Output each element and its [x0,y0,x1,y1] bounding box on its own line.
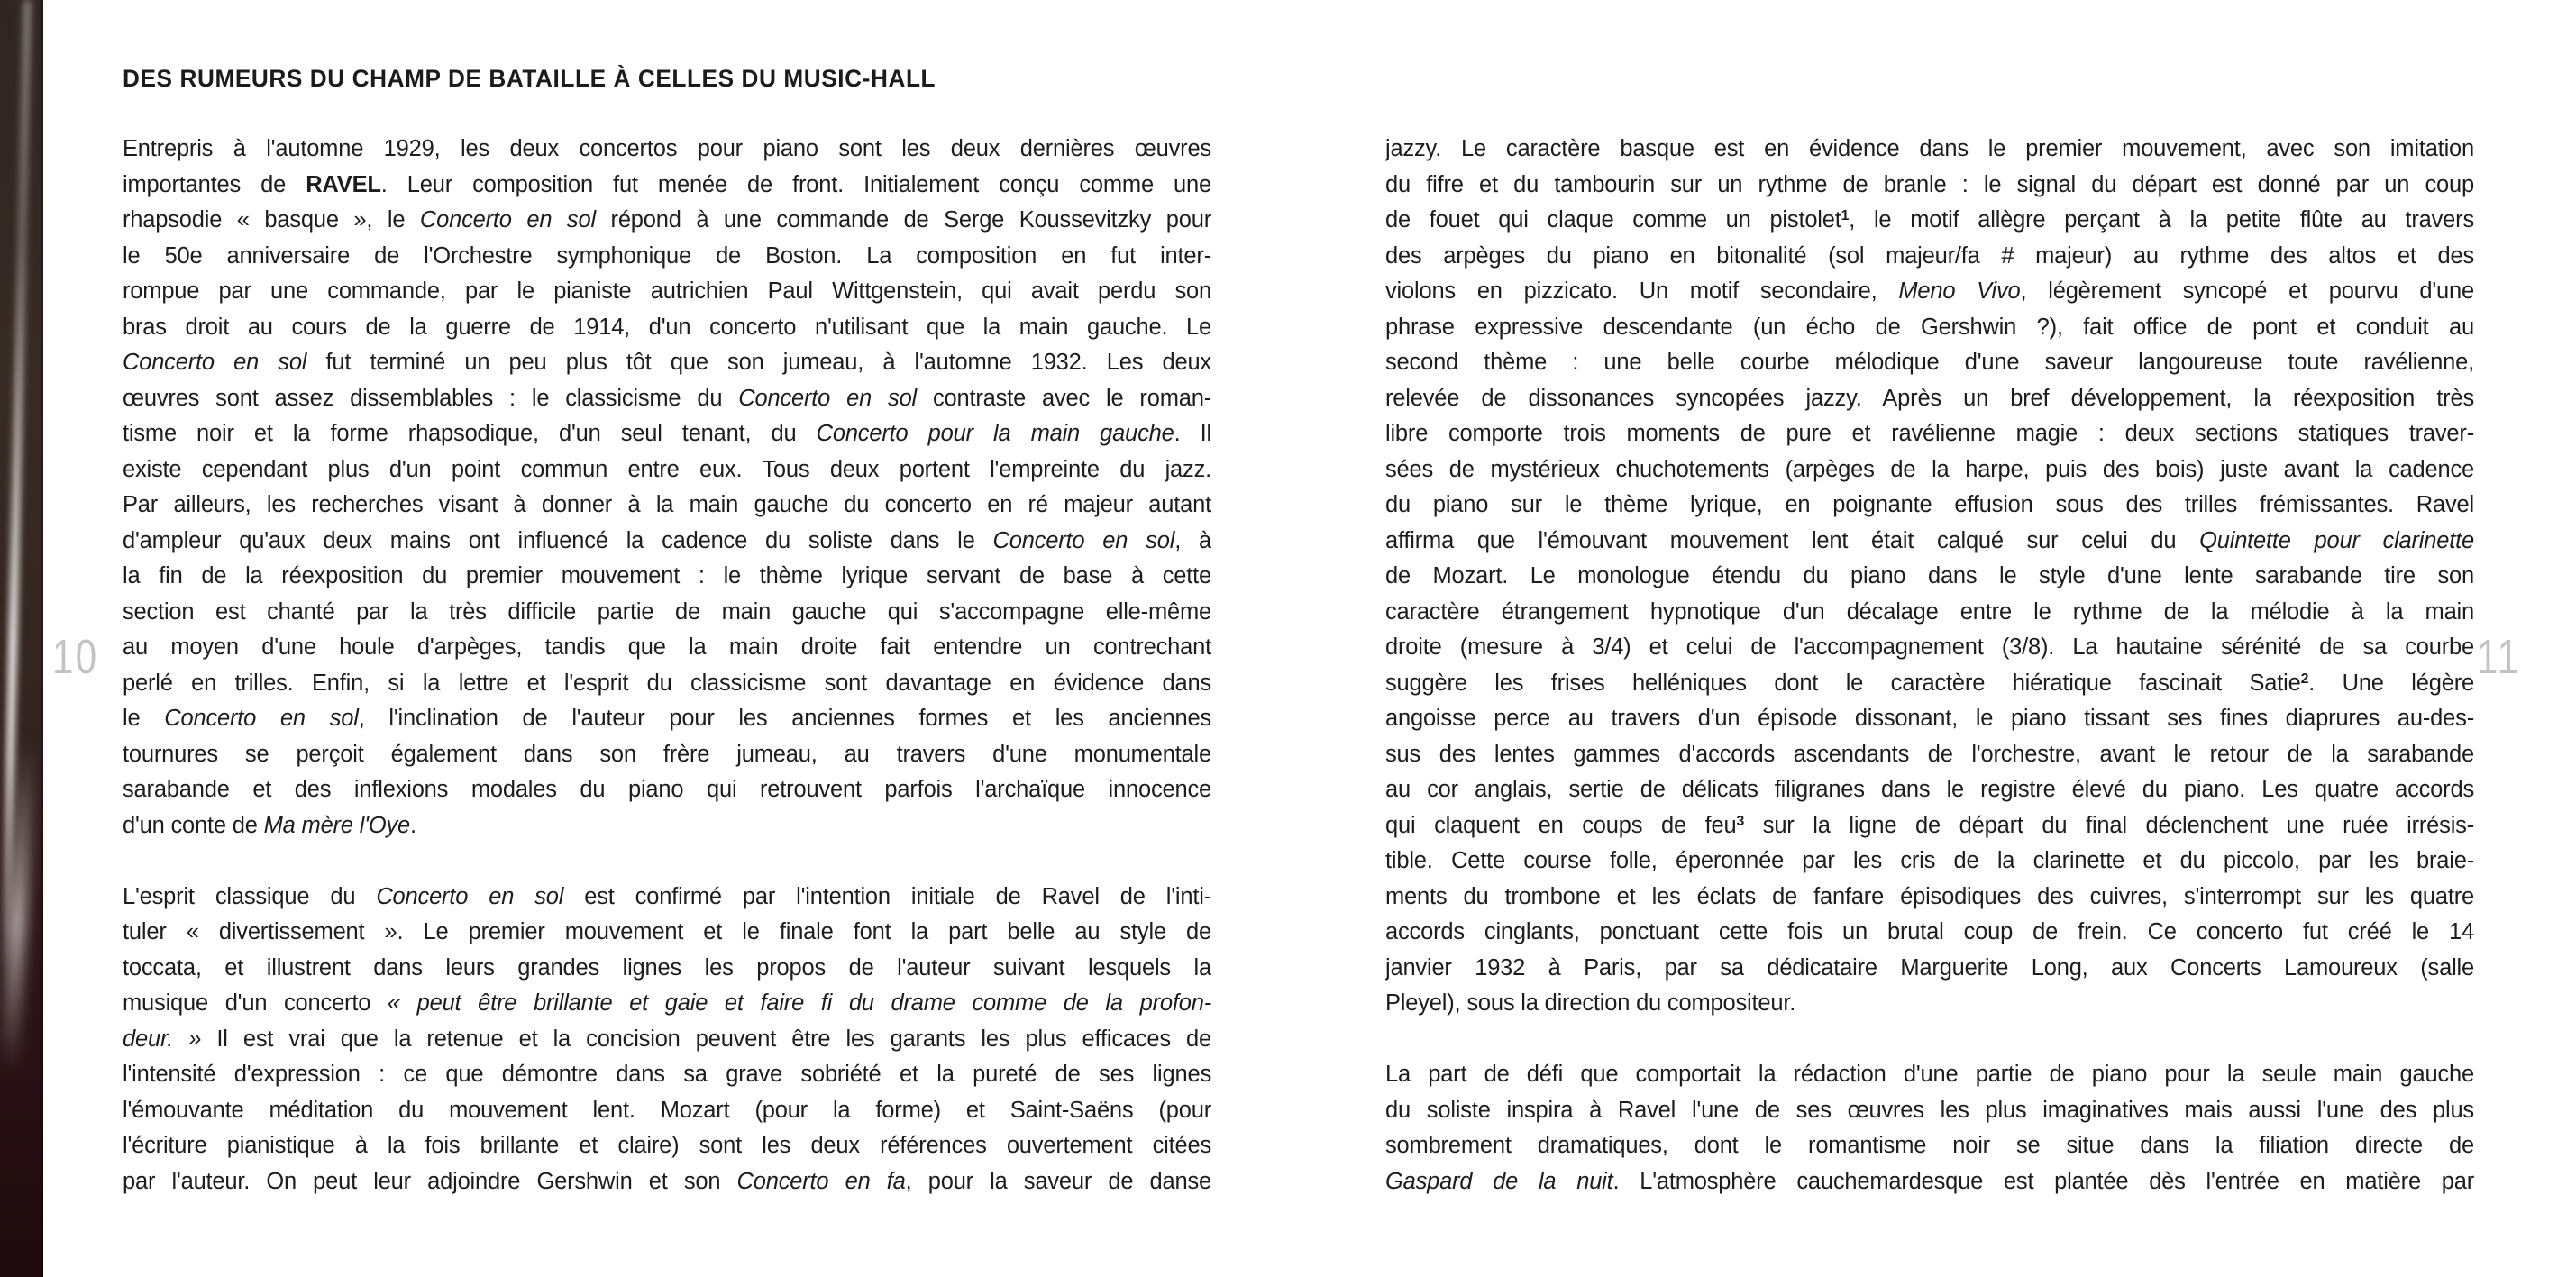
text-segment: contraste avec le roman- [917,385,1211,411]
text-line [1385,772,2474,808]
text-line [123,630,1211,666]
text-segment: Quintette pour clarinette [2199,527,2474,553]
text-segment: sombrement dramatiques, dont le romantisme noir se situe dans la filiation directe de [1385,1133,2474,1158]
text-segment: l'émouvante méditation du mouvement lent. Mozart (pour la forme) et Saint-Saëns (pour [123,1097,1211,1123]
text-segment: au moyen d'une houle d'arpèges, tandis que la main droite fait entendre un contrechant [123,634,1211,660]
text-segment: suggère les frises helléniques dont le caractère hiératique fascinait Satie [1385,670,2301,696]
text-line [1385,274,2474,310]
text-segment: Concerto pour la main gauche [816,421,1174,446]
text-segment: est confirmé par l'intention initiale de Ravel de l'inti- [563,883,1211,909]
text-line [123,1057,1211,1093]
text-segment: de Mozart. Le monologue étendu du piano dans le style d'une lente sarabande tire son [1385,563,2474,588]
text-segment: Concerto en sol [123,350,307,375]
text-line [123,310,1211,346]
text-line [1385,1057,2474,1093]
text-segment: Gaspard de la nuit [1385,1168,1613,1194]
text-line [1385,880,2474,916]
text-segment: tournures se perçoit également dans son frère jumeau, au travers d'une monumentale [123,741,1211,767]
text-segment: la fin de la réexposition du premier mouvement : le thème lyrique servant de base à cette [123,563,1211,588]
text-line [1385,808,2474,844]
text-line [1385,310,2474,346]
text-segment: Entrepris à l'automne 1929, les deux concertos pour piano sont les deux dernières œuvres [123,136,1211,161]
text-line [1385,416,2474,452]
text-segment: du piano sur le thème lyrique, en poignante effusion sous des trilles frémissantes. Ravel [1385,492,2474,517]
text-segment: du fifre et du tambourin sur un rythme de branle : le signal du départ est donné par un coup [1385,171,2474,197]
text-line [1385,1164,2474,1200]
text-segment: accords cinglants, ponctuant cette fois un brutal coup de frein. Ce concerto fut créé le 14 [1385,919,2474,944]
text-line [123,132,1211,168]
text-segment: rhapsodie « basque », le [123,207,420,233]
paragraph [123,880,1211,1200]
text-segment: rompue par une commande, par le pianiste autrichien Paul Wittgenstein, qui avait perdu son [123,278,1211,304]
text-line [123,986,1211,1022]
text-line [123,452,1211,488]
text-segment: tisme noir et la forme rhapsodique, d'un seul tenant, du [123,421,817,446]
text-column-left [123,132,1211,1199]
text-line [1385,951,2474,987]
text-line [123,880,1211,916]
text-line [1385,168,2474,204]
text-segment: d'un conte de [123,812,264,838]
text-segment: Pleyel), sous la direction du compositeur. [1385,990,1796,1016]
text-line [1385,915,2474,951]
text-line [1385,1093,2474,1129]
text-line [123,951,1211,987]
text-segment: Concerto en fa [736,1168,906,1194]
text-line [123,381,1211,417]
text-line [123,1164,1211,1200]
text-segment: « peut être brillante et gaie et faire fi du drame comme de la profon- [387,990,1211,1016]
text-line [1385,844,2474,880]
text-line [123,524,1211,560]
text-segment: des arpèges du piano en bitonalité (sol majeur/fa # majeur) au rythme des altos et des [1385,242,2474,269]
text-segment: tuler « divertissement ». Le premier mouvement et le finale font la part belle au style de [123,919,1211,944]
text-line [1385,559,2474,595]
text-line [1385,630,2474,666]
page-number-right: 11 [2477,630,2521,684]
text-segment: œuvres sont assez dissemblables : le classicisme du [123,385,739,411]
text-line [1385,737,2474,773]
footnote-marker: 3 [1736,813,1745,829]
text-line [123,559,1211,595]
text-segment: perlé en trilles. Enfin, si la lettre et l'esprit du classicisme sont davantage en évidence dans [123,670,1211,696]
text-segment: sus des lentes gammes d'accords ascendants de l'orchestre, avant le retour de la sarabande [1385,741,2474,767]
text-line [123,595,1211,631]
text-segment: tible. Cette course folle, éperonnée par les cris de la clarinette et du piccolo, par les braie- [1385,848,2474,873]
text-segment: . Une légère [2308,670,2474,696]
text-line [123,345,1211,381]
text-segment: deur. » [123,1026,202,1052]
text-segment: RAVEL [306,171,381,197]
text-segment: La part de défi que comportait la rédaction d'une partie de piano pour la seule main gauche [1385,1062,2474,1087]
text-line [1385,666,2474,702]
text-line [123,1022,1211,1058]
text-line [123,701,1211,737]
text-line [123,239,1211,275]
text-line [123,416,1211,452]
book-spine-photo [0,0,43,1277]
text-line [1385,132,2474,168]
section-title: DES RUMEURS DU CHAMP DE BATAILLE À CELLES DU MUSIC-HALL [123,65,936,92]
paragraph [123,132,1211,844]
text-segment: importantes de [123,171,306,197]
text-line [1385,1128,2474,1164]
text-segment: musique d'un concerto [123,990,388,1016]
text-segment: , l'inclination de l'auteur pour les anciennes formes et les anciennes [358,706,1211,731]
text-segment: Concerto en sol [992,527,1175,553]
text-segment: au cor anglais, sertie de délicats filigranes dans le registre élevé du piano. Les quatre accords [1385,777,2474,802]
text-segment: . [410,812,416,838]
text-segment: jazzy. Le caractère basque est en évidence dans le premier mouvement, avec son imitation [1385,136,2474,161]
text-segment: du soliste inspira à Ravel l'une de ses œuvres les plus imaginatives mais aussi l'une des plus [1385,1097,2474,1123]
text-segment: . Leur composition fut menée de front. Initialement conçu comme une [380,171,1211,197]
text-line [1385,595,2474,631]
text-segment: , à [1174,527,1211,553]
text-segment: . Il [1174,421,1211,446]
text-segment: Il est vrai que la retenue et la concision peuvent être les garants les plus efficaces de [201,1026,1211,1052]
text-segment: le [123,706,165,731]
footnote-marker: 2 [2300,670,2309,687]
text-line [123,168,1211,204]
text-segment: sarabande et des inflexions modales du piano qui retrouvent parfois l'archaïque innocence [123,777,1211,802]
text-segment: l'intensité d'expression : ce que démontre dans sa grave sobriété et la pureté de ses lignes [123,1062,1211,1087]
text-segment: caractère étrangement hypnotique d'un décalage entre le rythme de la mélodie à la main [1385,598,2474,625]
text-segment: affirma que l'émouvant mouvement lent était calqué sur celui du [1385,527,2200,553]
footnote-marker: 1 [1841,208,1850,224]
text-segment: relevée de dissonances syncopées jazzy. Après un bref développement, la réexposition très [1385,385,2474,411]
text-segment: Meno Vivo [1898,278,2021,304]
text-segment: Par ailleurs, les recherches visant à donner à la main gauche du concerto en ré majeur autant [123,492,1211,517]
text-segment: droite (mesure à 3/4) et celui de l'accompagnement (3/8). La hautaine sérénité de sa courbe [1385,634,2474,660]
text-segment: . L'atmosphère cauchemardesque est plantée dès l'entrée en matière par [1612,1168,2474,1194]
paragraph [1385,1057,2474,1199]
text-line [1385,524,2474,560]
text-line [123,274,1211,310]
text-segment: violons en pizzicato. Un motif secondaire, [1385,278,1899,304]
text-segment: , légèrement syncopé et pourvu d'une [2020,278,2474,304]
text-segment: le 50e anniversaire de l'Orchestre symphonique de Boston. La composition en fut inter- [123,242,1211,269]
text-segment: Concerto en sol [376,883,564,909]
text-segment: Concerto en sol [419,207,596,233]
text-segment: toccata, et illustrent dans leurs grandes lignes les propos de l'auteur suivant lesquels la [123,954,1211,981]
text-line [123,737,1211,773]
text-line [123,915,1211,951]
text-line [123,1093,1211,1129]
text-line [1385,701,2474,737]
paragraph [1385,132,2474,1022]
text-segment: L'esprit classique du [123,883,377,909]
text-segment: ments du trombone et les éclats de fanfare épisodiques des cuivres, s'interrompt sur les quatre [1385,883,2474,909]
text-line [123,808,1211,844]
text-line [123,772,1211,808]
text-segment: second thème : une belle courbe mélodique d'une saveur langoureuse toute ravélienne, [1385,350,2474,375]
text-segment: section est chanté par la très difficile partie de main gauche qui s'accompagne elle-même [123,598,1211,625]
page-number-left: 10 [52,630,99,684]
text-line [123,1128,1211,1164]
text-segment: sées de mystérieux chuchotements (arpèges de la harpe, puis des bois) juste avant la cadence [1385,456,2474,482]
text-line [1385,345,2474,381]
text-line [123,488,1211,524]
text-segment: fut terminé un peu plus tôt que son jumeau, à l'automne 1932. Les deux [306,350,1211,375]
text-segment: Concerto en sol [738,385,918,411]
text-segment: sur la ligne de départ du final déclenchent une ruée irrésis- [1744,812,2474,838]
text-line [123,666,1211,702]
text-segment: , le motif allègre perçant à la petite flûte au travers [1849,207,2474,233]
text-segment: existe cependant plus d'un point commun entre eux. Tous deux portent l'empreinte du jazz. [123,456,1211,482]
text-column-right [1385,132,2474,1199]
text-line [1385,239,2474,275]
text-segment: Concerto en sol [164,706,359,731]
text-segment: bras droit au cours de la guerre de 1914, d'un concerto n'utilisant que la main gauche. Le [123,314,1211,340]
text-line [1385,381,2474,417]
text-segment: angoisse perce au travers d'un épisode dissonant, le piano tissant ses fines diaprures au-des- [1385,706,2474,731]
text-segment: janvier 1932 à Paris, par sa dédicataire Marguerite Long, aux Concerts Lamoureux (salle [1385,954,2474,981]
text-line [1385,488,2474,524]
text-segment: Ma mère l'Oye [263,812,411,838]
text-segment: répond à une commande de Serge Koussevitzky pour [595,207,1211,233]
text-segment: d'ampleur qu'aux deux mains ont influencé la cadence du soliste dans le [123,527,993,553]
text-segment: , pour la saveur de danse [905,1168,1211,1194]
text-line [1385,986,2474,1022]
text-line [1385,203,2474,239]
text-segment: phrase expressive descendante (un écho de Gershwin ?), fait office de pont et conduit au [1385,314,2474,340]
text-segment: par l'auteur. On peut leur adjoindre Gershwin et son [123,1168,737,1194]
text-segment: qui claquent en coups de feu [1385,812,1737,838]
text-segment: de fouet qui claque comme un pistolet [1385,207,1841,233]
text-line [1385,452,2474,488]
text-segment: l'écriture pianistique à la fois brillante et claire) sont les deux références ouvertement citées [123,1133,1211,1158]
text-line [123,203,1211,239]
text-segment: libre comporte trois moments de pure et ravélienne magie : deux sections statiques traver- [1385,421,2474,446]
